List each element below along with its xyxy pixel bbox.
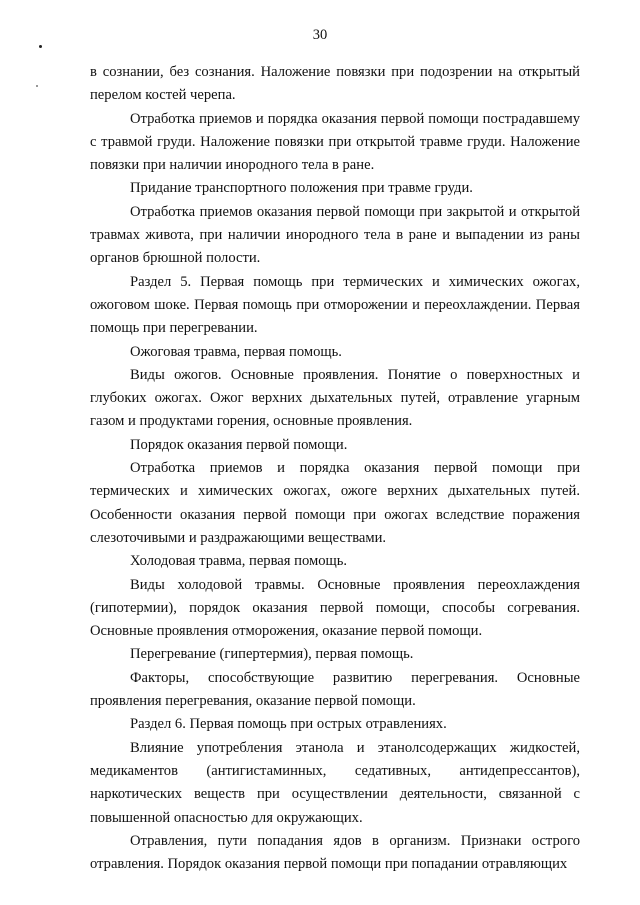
scan-speck [36,85,38,87]
paragraph: Отработка приемов и порядка оказания первой помощи при термических и химических ожогах, ожоге верхних дыхательных путей. Особенности оказания первой помощи при ожогах вследствие поражения слезоточивыми и раздражающими веществами. [90,460,580,546]
body-text [90,61,580,876]
section-heading: Раздел 5. Первая помощь при термических и химических ожогах, ожоговом шоке. Первая помощь при отморожении и переохлаждении. Первая помощь при перегревании. [90,273,580,337]
paragraph: Виды холодовой травмы. Основные проявления переохлаждения (гипотермии), порядок оказания первой помощи, способы согревания. Основные проявления отморожения, оказание первой помощи. [90,576,580,640]
paragraph: Холодовая травма, первая помощь. [130,553,348,570]
paragraph: Факторы, способствующие развитию перегревания. Основные проявления перегревания, оказание первой помощи. [90,669,580,710]
section-heading: Раздел 6. Первая помощь при острых отравлениях. [130,716,447,733]
scan-speck [39,45,42,48]
paragraph-continuation: в сознании, без сознания. Наложение повязки при подозрении на открытый перелом костей черепа. [90,64,580,104]
paragraph: Перегревание (гипертермия), первая помощь. [130,646,414,663]
paragraph: Виды ожогов. Основные проявления. Понятие о поверхностных и глубоких ожогах. Ожог верхних дыхательных путей, отравление угарным газом и продуктами горения, основные проявления. [90,366,580,430]
paragraph: Порядок оказания первой помощи. [130,436,348,453]
paragraph: Влияние употребления этанола и этанолсодержащих жидкостей, медикаментов (антигистаминных, седативных, антидепрессантов), наркотических веществ при осуществлении деятельности, связанной с повышенной опасностью для окружающих. [90,739,580,826]
paragraph: Ожоговая травма, первая помощь. [130,343,342,360]
page-number: 30 [312,27,328,43]
paragraph: Отравления, пути попадания ядов в организм. Признаки острого отравления. Порядок оказания первой помощи при попадании отравляющих [90,832,580,873]
paragraph: Придание транспортного положения при травме груди. [130,180,473,197]
paragraph: Отработка приемов и порядка оказания первой помощи пострадавшему с травмой груди. Наложение повязки при открытой травме груди. Наложение повязки при наличии инородного тела в ране. [90,110,580,174]
paragraph: Отработка приемов оказания первой помощи при закрытой и открытой травмах живота, при наличии инородного тела в ране и выпадении из раны органов брюшной полости. [90,203,580,267]
